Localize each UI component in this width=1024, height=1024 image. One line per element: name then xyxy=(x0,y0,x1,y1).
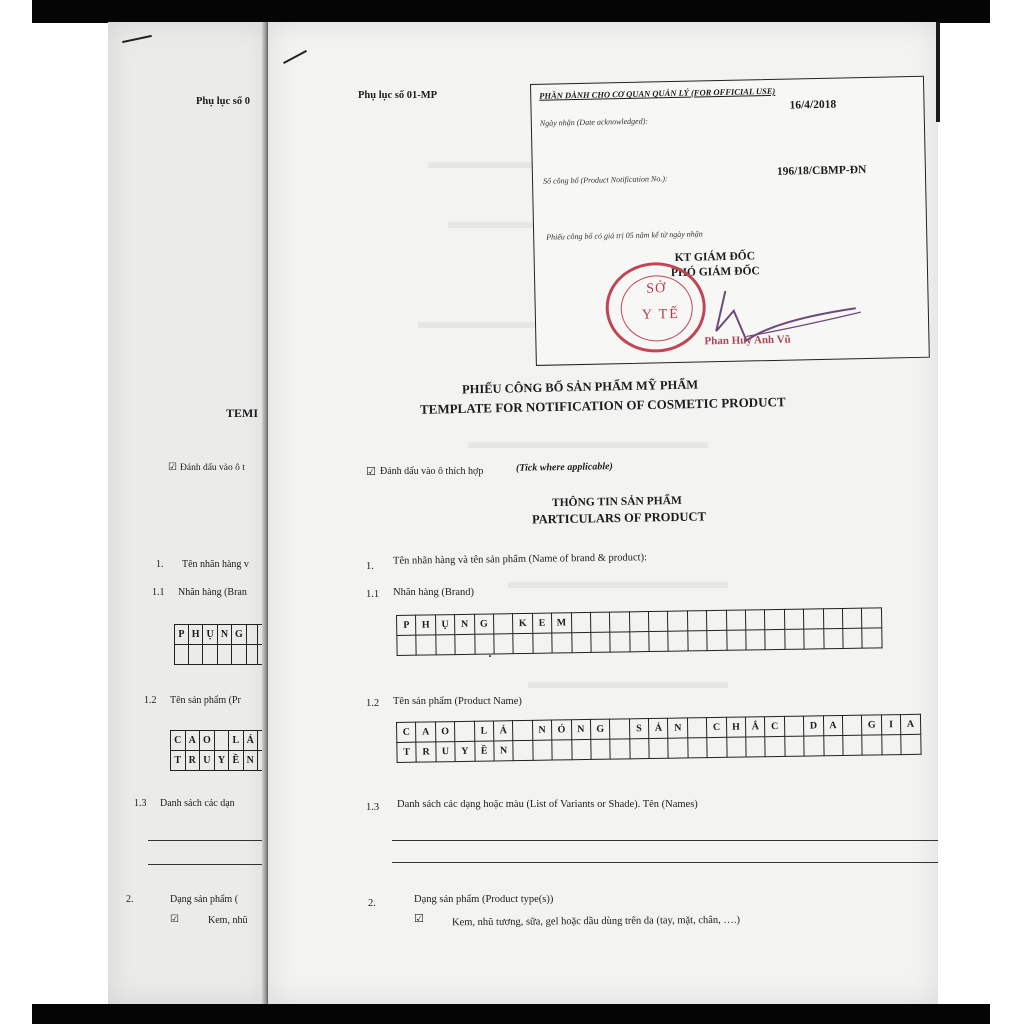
date-acknowledged-label: Ngày nhận (Date acknowledged): xyxy=(539,116,649,128)
section-1-1-number: 1.1 xyxy=(366,589,380,600)
product-letter-box[interactable]: Ó xyxy=(552,720,572,740)
product-letter-box[interactable]: O xyxy=(435,722,455,742)
back-variants-line-2 xyxy=(148,864,270,865)
product-letter-box[interactable] xyxy=(513,720,533,740)
product-letter-box[interactable] xyxy=(765,736,785,756)
back-tick-icon: ☑ xyxy=(168,462,177,473)
brand-letter-box[interactable] xyxy=(649,631,669,651)
product-letter-box[interactable]: Á xyxy=(493,721,513,741)
notification-number-label: Số công bố (Product Notification No.): xyxy=(542,174,668,186)
back-product-letter-box[interactable]: A xyxy=(185,731,200,751)
product-letter-box[interactable] xyxy=(746,737,766,757)
validity-label: Phiếu công bố có giá trị 05 năm kể từ ngày nhận xyxy=(546,229,703,242)
brand-letter-box[interactable]: E xyxy=(532,613,552,633)
back-brand-letter-box[interactable]: Ụ xyxy=(203,625,217,645)
back-product-grid xyxy=(170,730,270,771)
page-edge xyxy=(936,22,940,122)
section-1-2-number: 1.2 xyxy=(366,698,380,709)
back-product-letter-box[interactable]: L xyxy=(229,731,243,751)
brand-letter-box[interactable] xyxy=(455,634,475,654)
back-product-letter-box[interactable]: Y xyxy=(214,751,229,771)
product-letter-box[interactable] xyxy=(688,738,708,758)
back-brand-letter-box[interactable]: G xyxy=(232,625,247,645)
product-letter-box[interactable]: U xyxy=(436,742,456,762)
variants-line-2[interactable] xyxy=(392,862,938,863)
brand-letter-box[interactable] xyxy=(862,628,882,648)
product-name-label: Tên sản phẩm (Product Name) xyxy=(393,696,522,707)
brand-letter-box[interactable] xyxy=(533,633,553,653)
particulars-title-vietnamese: THÔNG TIN SẢN PHẨM xyxy=(551,494,682,510)
product-letter-box[interactable] xyxy=(823,735,843,755)
title-english: TEMPLATE FOR NOTIFICATION OF COSMETIC PRODUCT xyxy=(419,394,786,417)
back-s2-number: 2. xyxy=(126,894,134,905)
product-letter-box[interactable] xyxy=(901,734,921,754)
brand-letter-box[interactable] xyxy=(688,631,708,651)
brand-letter-box[interactable] xyxy=(707,610,727,630)
brand-letter-box[interactable]: H xyxy=(416,615,436,635)
product-type-item: Kem, nhũ tương, sữa, gel hoặc dầu dùng trên da (tay, mặt, chân, ….) xyxy=(451,914,741,929)
back-annex: Phụ lục số 0 xyxy=(196,96,250,107)
back-brand-letter-box[interactable] xyxy=(246,625,258,645)
back-variants-line-1 xyxy=(148,840,270,841)
product-letter-box[interactable]: A xyxy=(901,714,921,734)
brand-letter-box[interactable] xyxy=(823,628,843,648)
product-letter-box[interactable] xyxy=(862,735,882,755)
product-letter-box[interactable] xyxy=(552,740,572,760)
product-letter-box[interactable]: Ề xyxy=(474,741,494,761)
back-s2-checkbox-icon: ☑ xyxy=(170,914,179,925)
product-type-label: Dạng sản phẩm (Product type(s)) xyxy=(414,894,554,905)
signer-title-2: PHÓ GIÁM ĐỐC xyxy=(670,265,760,280)
back-product-letter-box[interactable] xyxy=(214,731,229,751)
product-letter-box[interactable] xyxy=(610,719,630,739)
brand-letter-box[interactable] xyxy=(610,612,630,632)
product-letter-box[interactable] xyxy=(649,738,669,758)
notification-number-value: 196/18/CBMP-ĐN xyxy=(776,163,867,178)
product-letter-box[interactable] xyxy=(533,740,553,760)
back-s12-number: 1.2 xyxy=(144,695,157,706)
grid-row xyxy=(175,645,270,665)
product-letter-box[interactable]: H xyxy=(726,717,746,737)
section-1-label: Tên nhãn hàng và tên sản phẩm (Name of brand & product): xyxy=(392,552,648,567)
bleed-through xyxy=(468,442,708,448)
back-s11-number: 1.1 xyxy=(152,587,165,598)
brand-letter-box[interactable] xyxy=(610,632,630,652)
brand-letter-box[interactable]: M xyxy=(552,613,572,633)
product-letter-box[interactable]: T xyxy=(397,742,417,762)
brand-letter-box[interactable] xyxy=(571,612,591,632)
product-letter-box[interactable]: C xyxy=(765,716,785,736)
stamp-text-2: Y TẾ xyxy=(641,306,680,323)
product-letter-box[interactable] xyxy=(455,721,475,741)
brand-letter-box[interactable] xyxy=(765,609,785,629)
stamp-text-1: SỞ xyxy=(646,281,667,297)
back-s1-number: 1. xyxy=(156,559,164,570)
back-heading: TEMI xyxy=(226,406,259,420)
brand-letter-box[interactable] xyxy=(436,635,456,655)
product-type-checkbox-icon[interactable]: ☑ xyxy=(414,912,424,925)
brand-letter-box[interactable]: P xyxy=(397,615,417,635)
product-letter-box[interactable]: Ắ xyxy=(745,717,765,737)
brand-letter-box[interactable] xyxy=(668,611,688,631)
brand-letter-box[interactable] xyxy=(629,612,649,632)
signer-title-1: KT GIÁM ĐỐC xyxy=(674,250,756,265)
back-product-letter-box[interactable]: C xyxy=(171,731,186,751)
back-s11-label: Nhãn hàng (Bran xyxy=(178,587,247,598)
brand-letter-box[interactable] xyxy=(629,632,649,652)
product-letter-box[interactable]: N xyxy=(668,718,688,738)
product-letter-box[interactable]: I xyxy=(881,715,901,735)
product-letter-box[interactable]: L xyxy=(474,721,494,741)
brand-letter-box[interactable] xyxy=(784,609,804,629)
product-letter-box[interactable] xyxy=(842,715,862,735)
back-brand-letter-box[interactable] xyxy=(175,645,189,665)
product-letter-box[interactable] xyxy=(784,716,804,736)
brand-letter-box[interactable] xyxy=(552,633,572,653)
back-s13-number: 1.3 xyxy=(134,798,147,809)
date-acknowledged-value: 16/4/2018 xyxy=(789,98,837,112)
bottom-black-border xyxy=(32,1004,990,1024)
brand-letter-box[interactable] xyxy=(590,612,610,632)
brand-letter-box[interactable] xyxy=(843,628,863,648)
product-letter-box[interactable] xyxy=(610,739,630,759)
brand-letter-box[interactable] xyxy=(842,608,862,628)
brand-letter-box[interactable] xyxy=(591,632,611,652)
title-vietnamese: PHIẾU CÔNG BỐ SẢN PHẨM MỸ PHẨM xyxy=(461,377,699,397)
product-letter-box[interactable]: G xyxy=(590,719,610,739)
product-letter-box[interactable] xyxy=(591,739,611,759)
grid-row xyxy=(171,731,270,751)
back-product-letter-box[interactable]: U xyxy=(200,751,215,771)
official-use-box xyxy=(530,76,930,366)
product-letter-box[interactable]: A xyxy=(416,722,436,742)
product-letter-box[interactable] xyxy=(571,739,591,759)
tick-instruction-english: (Tick where applicable) xyxy=(515,461,613,474)
back-s2-label: Dạng sản phẩm ( xyxy=(170,894,239,905)
brand-letter-box[interactable]: K xyxy=(513,613,533,633)
variants-label: Danh sách các dạng hoặc màu (List of Variants or Shade). Tên (Names) xyxy=(397,799,698,810)
official-use-header: PHẦN DÀNH CHO CƠ QUAN QUẢN LÝ (FOR OFFICIAL USE) xyxy=(539,85,776,101)
product-letter-box[interactable]: C xyxy=(397,722,417,742)
back-brand-letter-box[interactable] xyxy=(232,645,247,665)
top-black-border xyxy=(32,0,990,23)
product-letter-box[interactable]: G xyxy=(862,715,882,735)
bleed-through xyxy=(508,582,728,588)
pen-mark-icon xyxy=(283,50,307,64)
pen-mark-icon xyxy=(122,35,152,43)
product-letter-box[interactable]: N xyxy=(532,720,552,740)
brand-letter-box[interactable] xyxy=(668,631,688,651)
signer-name: Phan Huy Anh Vũ xyxy=(704,333,791,348)
back-brand-letter-box[interactable]: N xyxy=(217,625,231,645)
back-s1-label: Tên nhãn hàng v xyxy=(182,559,249,570)
product-letter-box[interactable]: R xyxy=(416,742,436,762)
tick-instruction-label: Đánh dấu vào ô thích hợp xyxy=(380,466,484,477)
brand-letter-box[interactable] xyxy=(785,629,805,649)
brand-letter-box[interactable]: N xyxy=(455,614,475,634)
back-brand-letter-box[interactable]: P xyxy=(175,625,189,645)
product-letter-box[interactable] xyxy=(843,735,863,755)
product-letter-box[interactable] xyxy=(668,738,688,758)
product-letter-box[interactable]: D xyxy=(804,716,824,736)
product-letter-box[interactable]: S xyxy=(629,719,649,739)
brand-letter-box[interactable] xyxy=(726,610,746,630)
product-name-letter-grid[interactable] xyxy=(396,714,921,763)
back-brand-letter-box[interactable] xyxy=(203,645,217,665)
brand-letter-box[interactable]: G xyxy=(474,614,494,634)
brand-letter-box[interactable] xyxy=(397,635,417,655)
back-product-letter-box[interactable]: Ề xyxy=(229,751,243,771)
back-product-letter-box[interactable]: R xyxy=(185,751,200,771)
back-product-letter-box[interactable]: O xyxy=(200,731,215,751)
product-letter-box[interactable]: N xyxy=(571,719,591,739)
section-2-number: 2. xyxy=(368,898,376,909)
product-letter-box[interactable] xyxy=(707,737,727,757)
back-product-letter-box[interactable]: T xyxy=(171,751,186,771)
product-letter-box[interactable] xyxy=(804,736,824,756)
bleed-through xyxy=(528,682,728,688)
product-letter-box[interactable]: C xyxy=(707,717,727,737)
back-brand-grid xyxy=(174,624,270,665)
brand-label: Nhãn hàng (Brand) xyxy=(393,587,475,598)
back-brand-letter-box[interactable] xyxy=(246,645,258,665)
back-s2-item: Kem, nhũ xyxy=(208,915,248,926)
product-letter-box[interactable]: A xyxy=(823,715,843,735)
product-letter-box[interactable] xyxy=(785,736,805,756)
particulars-title-english: PARTICULARS OF PRODUCT xyxy=(531,509,706,527)
back-s12-label: Tên sản phẩm (Pr xyxy=(170,695,241,706)
brand-letter-box[interactable] xyxy=(494,634,514,654)
tick-checkbox-icon: ☑ xyxy=(366,465,376,478)
brand-letter-grid[interactable] xyxy=(396,607,882,656)
back-brand-letter-box[interactable]: H xyxy=(188,625,203,645)
brand-letter-box[interactable] xyxy=(726,630,746,650)
grid-dot: · xyxy=(488,649,493,663)
brand-letter-box[interactable] xyxy=(765,629,785,649)
brand-letter-box[interactable] xyxy=(823,608,843,628)
product-letter-box[interactable] xyxy=(726,737,746,757)
back-product-letter-box[interactable]: Á xyxy=(243,731,258,751)
product-letter-box[interactable] xyxy=(687,718,707,738)
section-1-3-number: 1.3 xyxy=(366,802,380,813)
product-letter-box[interactable] xyxy=(629,739,649,759)
product-letter-box[interactable]: Y xyxy=(455,741,475,761)
brand-letter-box[interactable] xyxy=(862,608,882,628)
brand-letter-box[interactable] xyxy=(745,610,765,630)
back-product-letter-box[interactable]: N xyxy=(243,751,258,771)
brand-letter-box[interactable]: Ụ xyxy=(435,615,455,635)
variants-line-1[interactable] xyxy=(392,840,938,841)
back-tick-label: Đánh dấu vào ô t xyxy=(180,463,245,473)
brand-letter-box[interactable] xyxy=(687,611,707,631)
brand-letter-box[interactable] xyxy=(571,632,591,652)
back-s13-label: Danh sách các dạn xyxy=(160,798,235,809)
brand-letter-box[interactable] xyxy=(493,614,513,634)
product-letter-box[interactable]: N xyxy=(494,741,514,761)
grid-row xyxy=(175,625,270,645)
brand-letter-box[interactable] xyxy=(707,630,727,650)
brand-letter-box[interactable] xyxy=(804,609,824,629)
product-letter-box[interactable] xyxy=(513,740,533,760)
brand-letter-box[interactable] xyxy=(416,635,436,655)
brand-letter-box[interactable] xyxy=(513,633,533,653)
product-letter-box[interactable] xyxy=(882,735,902,755)
annex-number: Phụ lục số 01-MP xyxy=(358,90,438,101)
section-1-number: 1. xyxy=(366,561,374,572)
brand-letter-box[interactable] xyxy=(804,629,824,649)
grid-row xyxy=(171,751,270,771)
back-brand-letter-box[interactable] xyxy=(217,645,231,665)
back-page xyxy=(108,22,270,1004)
brand-letter-box[interactable] xyxy=(746,630,766,650)
brand-letter-box[interactable] xyxy=(649,611,669,631)
back-brand-letter-box[interactable] xyxy=(188,645,203,665)
product-letter-box[interactable]: Ả xyxy=(649,718,669,738)
